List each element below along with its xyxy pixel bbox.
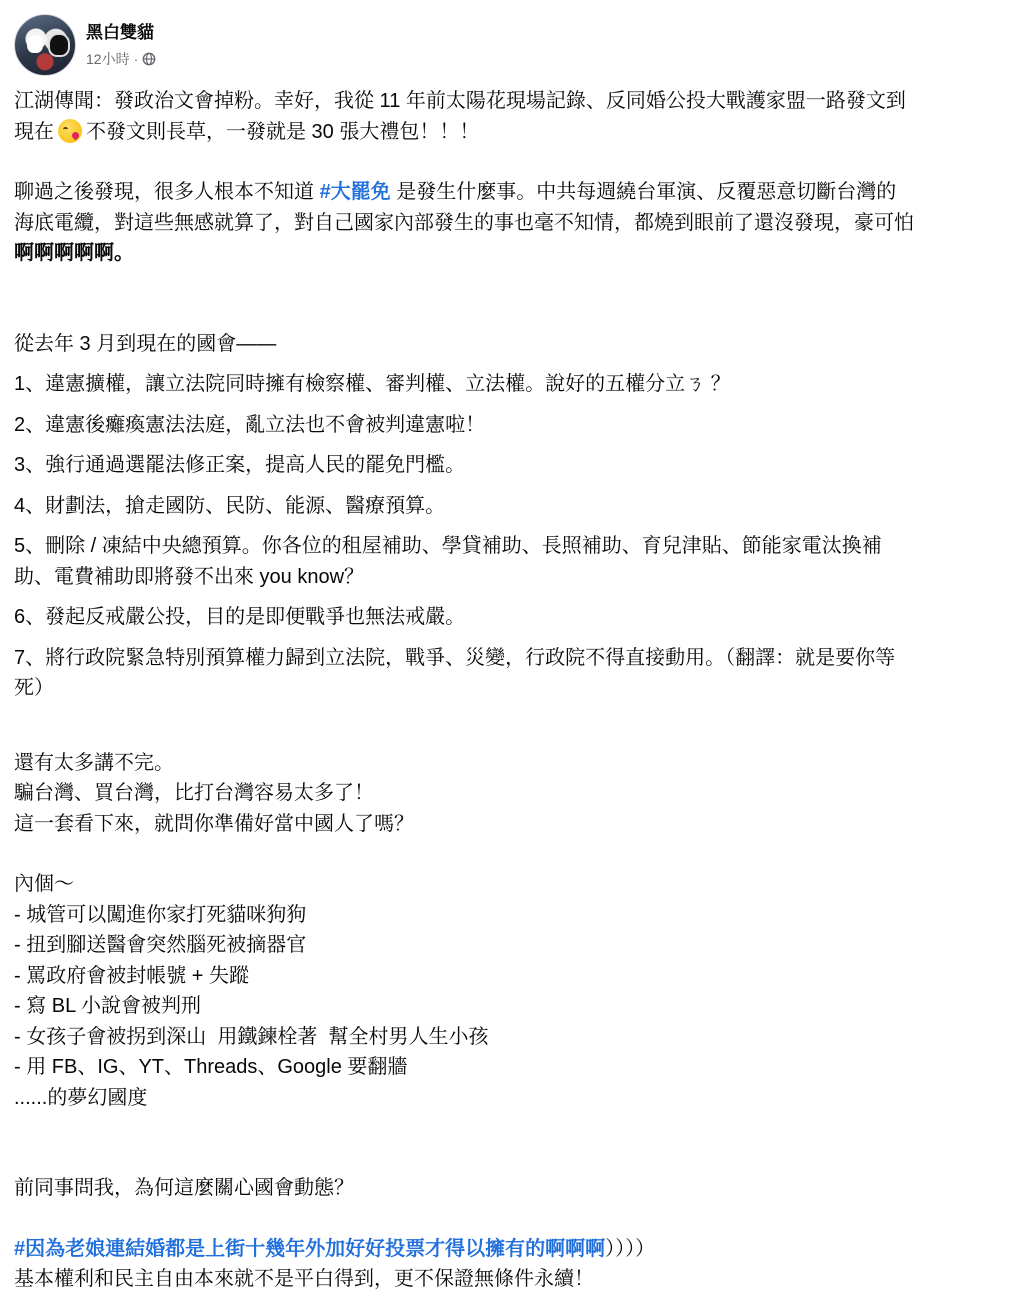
dream-title: 內個～ [14, 873, 74, 895]
author-avatar[interactable] [14, 14, 76, 76]
list-item-3: 3、強行通過選罷法修正案，提高人民的罷免門檻。 [14, 454, 466, 476]
hashtag-marriage[interactable]: #因為老娘連結婚都是上街十幾年外加好好投票才得以擁有的啊啊啊 [14, 1237, 606, 1260]
dream-item-3: - 罵政府會被封帳號 + 失蹤 [14, 964, 250, 987]
hashtag-recall[interactable]: #大罷免 [319, 181, 391, 203]
globe-icon[interactable] [142, 52, 156, 66]
more-line-1: 還有太多講不完。 [14, 751, 174, 774]
question-line: 前同事問我，為何這麼關心國會動態？ [14, 1177, 354, 1199]
dream-item-5: - 女孩子會被拐到深山 用鐵鍊栓著 幫全村男人生小孩 [14, 1025, 489, 1048]
author-name[interactable]: 黑白雙貓 [86, 22, 154, 42]
list-item-7-line-1: 7、將行政院緊急特別預算權力歸到立法院，戰爭、災變，行政院不得直接動用。（翻譯：就是要你等 [14, 646, 896, 669]
white-cat-icon [27, 35, 43, 53]
post-timestamp[interactable]: 12小時 [86, 50, 130, 67]
para2-line-1 [14, 177, 1024, 208]
closing-line: 基本權利和民主自由本來就不是平白得到，更不保證無條件永續！ [14, 1268, 594, 1290]
post-meta [86, 22, 156, 69]
para2-line-2: 海底電纜，對這些無感就算了，對自己國家內部發生的事也毫不知情，都燒到眼前了還沒發現，豪可怕 [14, 211, 914, 234]
list-item-7 [14, 643, 1024, 704]
list-item-6: 6、發起反戒嚴公投，目的是即便戰爭也無法戒嚴。 [14, 606, 466, 628]
legislature-list [14, 329, 1024, 704]
dream-item-1: - 城管可以闖進你家打死貓咪狗狗 [14, 903, 307, 926]
post-header [14, 14, 156, 76]
intro-line-1: 江湖傳聞：發政治文會掉粉。幸好，我從 11 年前太陽花現場記錄、反同婚公投大戰護家盟一路發文到 [14, 90, 906, 112]
final-tail: ）））） [605, 1237, 656, 1260]
dream-item-6: - 用 FB、IG、YT、Threads、Google 要翻牆 [14, 1056, 408, 1078]
list-item-5-line-2: 助、電費補助即將發不出來 you know？ [14, 565, 365, 588]
kiss-emoji-icon [58, 119, 82, 143]
intro-line-2 [14, 117, 1024, 148]
list-item-4: 4、財劃法，搶走國防、民防、能源、醫療預算。 [14, 494, 446, 517]
post-subline [86, 49, 156, 69]
post-body [14, 86, 1024, 1295]
intro-text-now: 現在 [14, 120, 54, 143]
list-item-7-line-2: 死） [14, 677, 54, 699]
para2-text-a: 聊過之後發現，很多人根本不知道 [14, 181, 320, 203]
para2-text-b: 是發生什麼事。中共每週繞台軍演、反覆惡意切斷台灣的 [390, 181, 897, 203]
list-title: 從去年 3 月到現在的國會—— [14, 332, 277, 355]
list-item-5 [14, 531, 1024, 592]
black-cat-icon [48, 33, 70, 57]
list-item-1: 1、違憲擴權，讓立法院同時擁有檢察權、審判權、立法權。說好的五權分立ㄋ ？ [14, 373, 731, 395]
more-line-3: 這一套看下來，就問你準備好當中國人了嗎？ [14, 812, 414, 835]
dream-item-2: - 扭到腳送醫會突然腦死被摘器官 [14, 934, 307, 956]
dream-item-4: - 寫 BL 小說會被判刑 [14, 995, 202, 1017]
more-line-2: 騙台灣、買台灣，比打台灣容易太多了！ [14, 782, 374, 804]
intro-text-rest: 不發文則長草，一發就是 30 張大禮包！！！ [86, 120, 480, 143]
separator-dot: · [133, 50, 139, 67]
list-item-5-line-1: 5、刪除 / 凍結中央總預算。你各位的租屋補助、學貸補助、長照補助、育兒津貼、節能家電汰換補 [14, 535, 882, 557]
dream-end: ......的夢幻國度 [14, 1086, 148, 1109]
list-item-2: 2、違憲後癱瘓憲法法庭，亂立法也不會被判違憲啦！ [14, 413, 486, 436]
final-hashtag-line [14, 1234, 1024, 1265]
para2-line-3: 啊啊啊啊啊。 [14, 242, 134, 264]
